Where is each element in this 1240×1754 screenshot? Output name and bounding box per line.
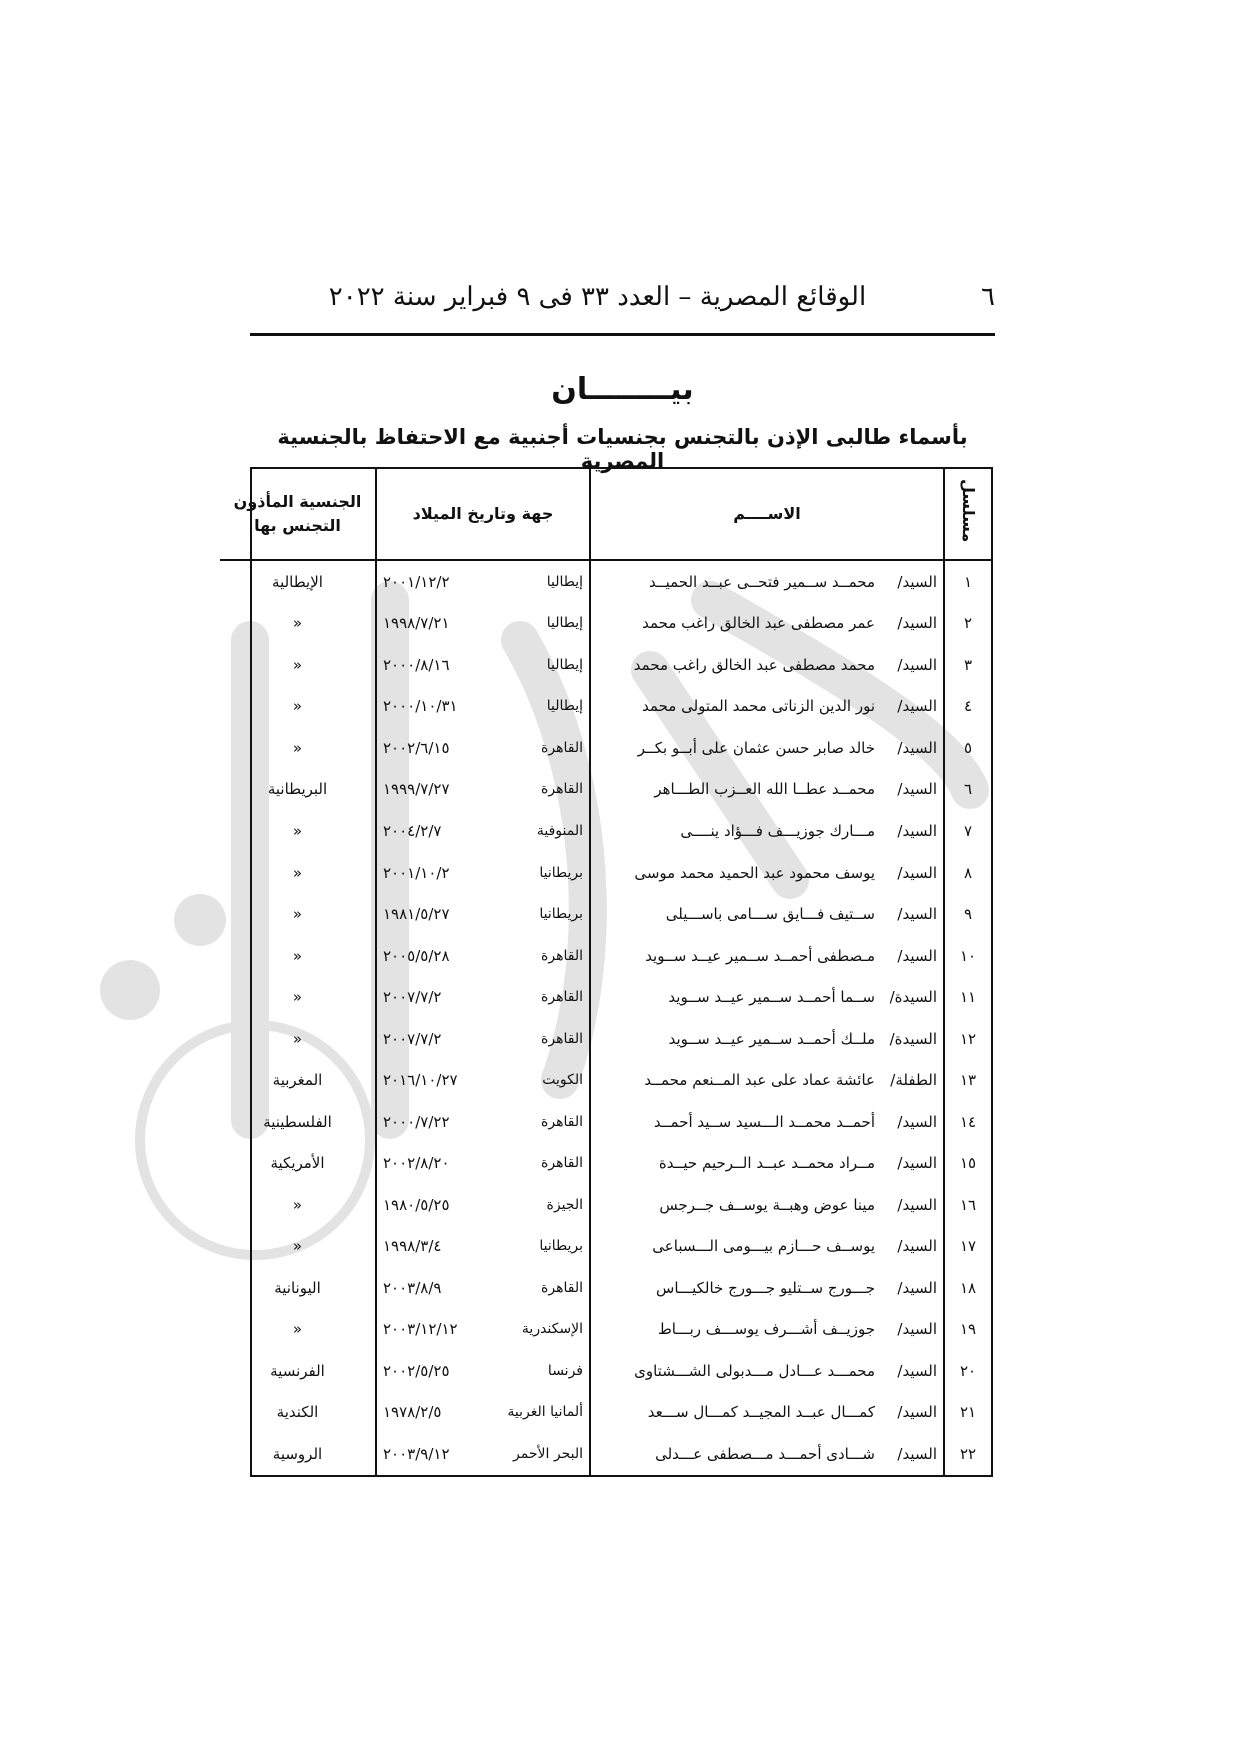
table-row: [220, 1101, 991, 1143]
row-nationality: «: [292, 655, 303, 674]
row-birth-place: القاهرة: [541, 1113, 583, 1130]
table-row: [220, 1350, 991, 1392]
row-title: السيد/: [897, 614, 937, 633]
row-birth-date: ٢٠٠٥/٥/٢٨: [383, 946, 450, 965]
row-birth-date: ٢٠٠١/١٢/٢: [383, 572, 450, 591]
row-birth-date: ١٩٨٠/٥/٢٥: [383, 1195, 450, 1214]
row-serial: ٩: [944, 893, 991, 935]
row-title: السيد/: [897, 1112, 937, 1131]
row-title: السيد/: [897, 1237, 937, 1256]
header-divider: [250, 333, 995, 336]
row-nationality: «: [292, 863, 303, 882]
table-row: [220, 1018, 991, 1060]
row-title: السيد/: [897, 1154, 937, 1173]
row-birth-place: إيطاليا: [546, 656, 583, 673]
row-name: يوســف حـــازم بيـــومى الـــسباعى: [652, 1237, 875, 1256]
row-nationality: الفلسطينية: [263, 1112, 332, 1131]
row-birth-place: القاهرة: [541, 781, 583, 798]
row-serial: ٨: [944, 852, 991, 894]
document-subtitle: بأسماء طالبى الإذن بالتجنس بجنسيات أجنبية مع الاحتفاظ بالجنسية المصرية: [277, 425, 968, 473]
row-serial: ١٧: [944, 1226, 991, 1268]
row-birth-date: ٢٠٠٣/٨/٩: [383, 1278, 442, 1297]
row-serial: ٣: [944, 644, 991, 686]
header-name: الاســــم: [590, 469, 944, 560]
row-nationality: «: [292, 1237, 303, 1256]
row-title: السيد/: [897, 697, 937, 716]
row-birth-date: ١٩٧٨/٢/٥: [383, 1403, 442, 1422]
table-row: [220, 1142, 991, 1184]
row-serial: ١١: [944, 976, 991, 1018]
row-serial: ١٣: [944, 1059, 991, 1101]
table-row: [220, 935, 991, 977]
row-birth-date: ٢٠٠٢/٥/٢٥: [383, 1361, 450, 1380]
row-birth-date: ١٩٩٨/٣/٤: [383, 1237, 442, 1256]
table-row: [220, 644, 991, 686]
row-birth-date: ٢٠٠٠/٨/١٦: [383, 655, 450, 674]
row-name: جـــورج ســتليو جـــورج خالكيـــاس: [656, 1278, 875, 1297]
table-row: [220, 769, 991, 811]
table-row: [220, 1226, 991, 1268]
table-header-row: [220, 469, 991, 560]
row-serial: ٢٠: [944, 1350, 991, 1392]
row-serial: ١٠: [944, 935, 991, 977]
row-title: السيد/: [897, 1320, 937, 1339]
row-name: محمــد ســمير فتحــى عبــد الحميــد: [648, 572, 875, 591]
row-nationality: المغربية: [272, 1071, 323, 1090]
row-birth-date: ١٩٩٩/٧/٢٧: [383, 780, 450, 799]
row-birth-date: ٢٠٠٢/٦/١٥: [383, 738, 450, 757]
row-title: السيدة/: [889, 1029, 937, 1048]
table-row: [220, 810, 991, 852]
table-row: [220, 560, 991, 603]
row-title: السيد/: [897, 1445, 937, 1464]
row-nationality: البريطانية: [267, 780, 328, 799]
row-serial: ١٢: [944, 1018, 991, 1060]
row-serial: ١: [944, 560, 991, 603]
row-title: السيدة/: [889, 988, 937, 1007]
row-nationality: اليونانية: [274, 1278, 321, 1297]
row-nationality: «: [292, 822, 303, 840]
row-birth-place: بريطانيا: [539, 864, 583, 881]
row-birth-place: بريطانيا: [539, 906, 583, 923]
row-name: مــراد محمــد عبــد الــرحيم حيــدة: [658, 1154, 875, 1173]
row-name: جوزيــف أشـــرف يوســـف ربـــاط: [657, 1320, 875, 1339]
table-row: [220, 852, 991, 894]
row-serial: ٢: [944, 603, 991, 645]
row-nationality: «: [292, 1320, 303, 1339]
row-serial: ٢٢: [944, 1433, 991, 1475]
row-name: كمـــال عبــد المجيــد كمـــال ســـعد: [647, 1403, 875, 1422]
row-title: السيد/: [897, 1278, 937, 1297]
table-row: [220, 686, 991, 728]
row-nationality: «: [292, 1029, 303, 1048]
row-title: السيد/: [897, 1361, 937, 1380]
row-birth-date: ٢٠٠٧/٧/٢: [383, 988, 442, 1007]
row-name: محمـــد عـــادل مـــدبولى الشـــشتاوى: [634, 1361, 875, 1380]
row-title: السيد/: [897, 572, 937, 591]
row-nationality: الكندية: [276, 1403, 319, 1422]
row-birth-place: القاهرة: [541, 1155, 583, 1172]
row-birth-date: ٢٠٠٣/٩/١٢: [383, 1445, 450, 1464]
row-nationality: «: [292, 614, 303, 633]
naturalization-table: [233, 467, 993, 1477]
row-birth-place: فرنسا: [547, 1362, 583, 1379]
header-birth: جهة وتاريخ الميلاد: [376, 469, 590, 560]
row-birth-place: القاهرة: [541, 989, 583, 1006]
row-nationality: الإيطالية: [272, 572, 323, 591]
row-birth-place: الإسكندرية: [521, 1321, 583, 1338]
row-serial: ١٨: [944, 1267, 991, 1309]
row-birth-date: ٢٠٠٧/٧/٢: [383, 1029, 442, 1048]
row-birth-place: الجيزة: [546, 1196, 583, 1213]
row-nationality: «: [292, 905, 303, 924]
row-title: السيد/: [897, 780, 937, 799]
row-nationality: الفرنسية: [270, 1361, 325, 1380]
row-nationality: «: [292, 738, 303, 757]
row-nationality: «: [292, 1195, 303, 1214]
row-title: الطفلة/: [890, 1071, 937, 1090]
row-birth-date: ٢٠٠٠/١٠/٣١: [383, 697, 458, 716]
row-nationality: الروسية: [272, 1445, 323, 1464]
row-nationality: «: [292, 697, 303, 716]
row-title: السيد/: [897, 946, 937, 965]
row-birth-place: بريطانيا: [539, 1238, 583, 1255]
row-birth-place: القاهرة: [541, 947, 583, 964]
header-serial: مسلسل: [944, 469, 991, 560]
document-title: بيــــــــان: [551, 372, 694, 407]
row-birth-date: ١٩٩٨/٧/٢١: [383, 614, 450, 633]
row-birth-place: القاهرة: [541, 739, 583, 756]
row-serial: ١٩: [944, 1309, 991, 1351]
row-birth-place: إيطاليا: [546, 615, 583, 632]
row-name: نور الدين الزناتى محمد المتولى محمد: [642, 697, 875, 716]
row-serial: ٢١: [944, 1392, 991, 1434]
row-serial: ٥: [944, 727, 991, 769]
table-row: [220, 976, 991, 1018]
row-birth-date: ٢٠١٦/١٠/٢٧: [383, 1071, 458, 1090]
row-birth-date: ٢٠٠٣/١٢/١٢: [383, 1320, 458, 1339]
row-serial: ١٥: [944, 1142, 991, 1184]
row-birth-place: المنوفية: [536, 823, 583, 839]
row-title: السيد/: [897, 863, 937, 882]
table-row: [220, 893, 991, 935]
row-name: شـــادى أحمـــد مـــصطفى عـــدلى: [655, 1445, 875, 1464]
table-row: [220, 1184, 991, 1226]
table-row: [220, 1392, 991, 1434]
row-name: ســما أحمــد ســمير عيــد ســويد: [668, 988, 875, 1007]
row-title: السيد/: [897, 822, 937, 840]
table-row: [220, 1267, 991, 1309]
row-title: السيد/: [897, 1403, 937, 1422]
row-title: السيد/: [897, 1195, 937, 1214]
row-name: مينا عوض وهبــة يوســف جــرجس: [659, 1195, 875, 1214]
row-birth-date: ٢٠٠٢/٨/٢٠: [383, 1154, 450, 1173]
row-birth-place: الكويت: [542, 1072, 583, 1089]
row-birth-place: إيطاليا: [546, 698, 583, 715]
row-title: السيد/: [897, 905, 937, 924]
row-nationality: «: [292, 946, 303, 965]
row-title: السيد/: [897, 655, 937, 674]
row-serial: ٧: [944, 810, 991, 852]
row-birth-place: إيطاليا: [546, 573, 583, 590]
row-name: محمد مصطفى عبد الخالق راغب محمد: [633, 655, 875, 674]
row-birth-date: ١٩٨١/٥/٢٧: [383, 905, 450, 924]
row-name: أحمــد محمــد الـــسيد ســيد أحمــد: [653, 1112, 875, 1131]
journal-issue-line: الوقائع المصرية – العدد ٣٣ فى ٩ فبراير سنة ٢٠٢٢: [328, 282, 867, 312]
header-nationality: الجنسية المأذون التجنس بها: [220, 469, 376, 560]
row-name: عمر مصطفى عبد الخالق راغب محمد: [642, 614, 875, 633]
table-row: [220, 1309, 991, 1351]
row-title: السيد/: [897, 738, 937, 757]
row-name: مـــارك جوزيـــف فـــؤاد ينــــى: [680, 822, 875, 840]
row-serial: ٤: [944, 686, 991, 728]
row-name: عائشة عماد على عبد المــنعم محمــد: [644, 1071, 875, 1090]
row-name: ملــك أحمــد ســمير عيــد ســويد: [668, 1029, 875, 1048]
page-number: ٦: [981, 282, 995, 312]
row-nationality: «: [292, 988, 303, 1007]
row-name: يوسف محمود عبد الحميد محمد موسى: [634, 863, 875, 882]
row-serial: ٦: [944, 769, 991, 811]
row-birth-date: ٢٠٠١/١٠/٢: [383, 863, 450, 882]
table-row: [220, 1059, 991, 1101]
table-row: [220, 1433, 991, 1475]
table-row: [220, 603, 991, 645]
row-name: مـصطفى أحمــد ســمير عيــد ســويد: [645, 946, 875, 965]
row-birth-date: ٢٠٠٠/٧/٢٢: [383, 1112, 450, 1131]
row-serial: ١٦: [944, 1184, 991, 1226]
row-birth-place: ألمانيا الغربية: [507, 1404, 583, 1421]
row-birth-place: القاهرة: [541, 1030, 583, 1047]
row-serial: ١٤: [944, 1101, 991, 1143]
page-header: [250, 282, 995, 322]
table-row: [220, 727, 991, 769]
row-birth-place: البحر الأحمر: [513, 1446, 583, 1463]
row-nationality: الأمريكية: [270, 1154, 325, 1173]
row-name: خالد صابر حسن عثمان على أبــو بكــر: [637, 738, 875, 757]
row-birth-place: القاهرة: [541, 1279, 583, 1296]
row-name: ســتيف فـــايق ســـامى باســـيلى: [665, 905, 875, 924]
row-birth-date: ٢٠٠٤/٢/٧: [383, 822, 442, 840]
row-name: محمــد عطــا الله العــزب الطـــاهر: [654, 780, 875, 799]
